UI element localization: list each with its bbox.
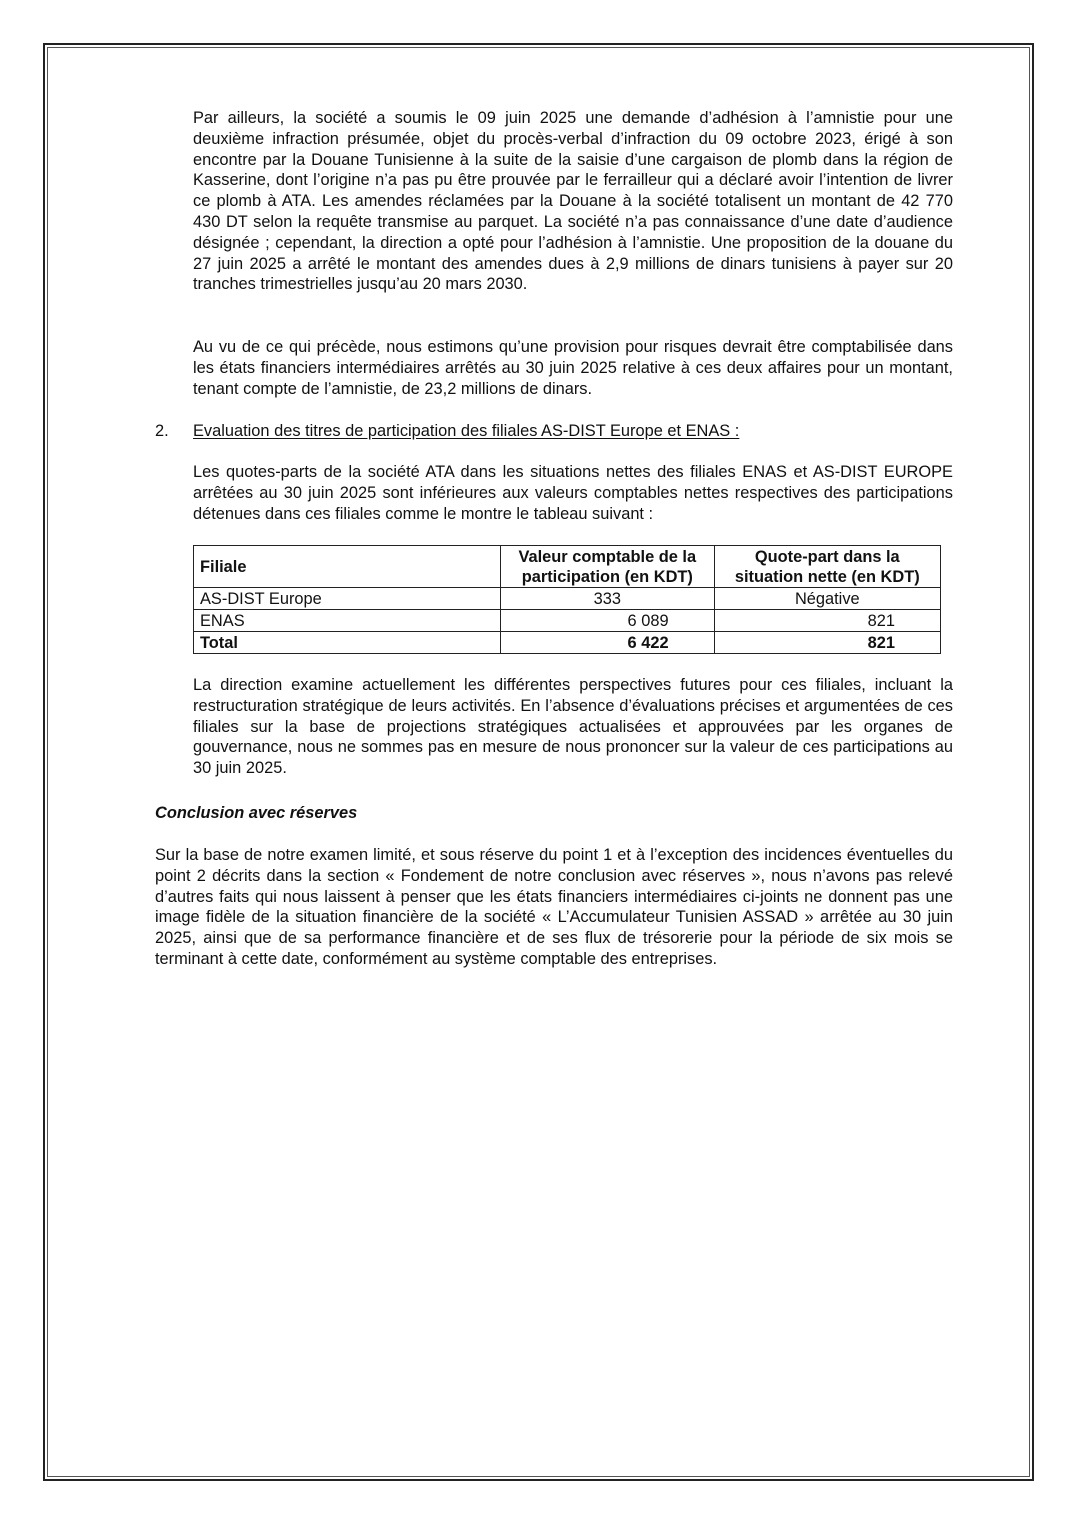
cell-filiale: ENAS	[194, 610, 501, 632]
paragraph-provision-estimate: Au vu de ce qui précède, nous estimons qu’une provision pour risques devrait être comptabilisée dans les états financiers intermédiaires arrêtés au 30 juin 2025 relative à ces deux affaires pour un montant, tenant compte de l’amnistie, de 23,2 millions de dinars.	[193, 338, 953, 398]
table-total-row	[194, 632, 941, 654]
cell-total-valeur: 6 422	[501, 632, 715, 654]
paragraph-quotes-parts: Les quotes-parts de la société ATA dans les situations nettes des filiales ENAS et AS-DIST EUROPE arrêtées au 30 juin 2025 sont inférieures aux valeurs comptables nettes respectives des participations détenues dans ces filiales comme le montre le tableau suivant :	[193, 463, 953, 523]
item-number: 2.	[155, 422, 169, 440]
header-filiale: Filiale	[194, 546, 501, 588]
table-row	[194, 588, 941, 610]
conclusion-heading: Conclusion avec réserves	[155, 804, 358, 822]
paragraph-amnesty-second-infraction: Par ailleurs, la société a soumis le 09 juin 2025 une demande d’adhésion à l’amnistie pour une deuxième infraction présumée, objet du procès-verbal d’infraction du 09 octobre 2023, érigé à son encontre par la Douane Tunisienne à la suite de la saisie d’une cargaison de plomb dans la région de Kasserine, dont l’origine n’a pas pu être prouvée par le ferrailleur qui a déclaré avoir l’intention de livrer ce plomb à ATA. Les amendes réclamées par la Douane à la société totalisent un montant de 42 770 430 DT selon la requête transmise au parquet. La société n’a pas connaissance d’une date d’audience désignée ; cependant, la direction a opté pour l’adhésion à l’amnistie. Une proposition de la douane du 27 juin 2025 a arrêté le montant des amendes dues à 2,9 millions de dinars tunisiens à payer sur 20 tranches trimestrielles jusqu’au 20 mars 2030.	[193, 109, 953, 294]
header-quote-line1: Quote-part dans la	[754, 547, 900, 566]
cell-filiale: AS-DIST Europe	[194, 588, 501, 610]
header-quote-part	[714, 546, 940, 588]
cell-valeur: 6 089	[501, 610, 715, 632]
header-quote-line2: situation nette (en KDT)	[734, 567, 920, 586]
header-valeur-comptable	[501, 546, 715, 588]
cell-quote-part: 821	[714, 610, 940, 632]
table-row	[194, 610, 941, 632]
participations-table	[193, 545, 941, 654]
item-title-evaluation: Evaluation des titres de participation des filiales AS-DIST Europe et ENAS :	[193, 422, 740, 440]
cell-total-quote-part: 821	[714, 632, 940, 654]
cell-quote-part: Négative	[714, 588, 940, 610]
header-valeur-line1: Valeur comptable de la	[518, 547, 697, 566]
header-valeur-line2: participation (en KDT)	[521, 567, 693, 586]
paragraph-direction-perspectives: La direction examine actuellement les différentes perspectives futures pour ces filiales, incluant la restructuration stratégique de leurs activités. En l’absence d’évaluations précises et argumentées de ces filiales sur la base de projections stratégiques actualisées et approuvées par les organes de gouvernance, nous ne sommes pas en mesure de nous prononcer sur la valeur de ces participations au 30 juin 2025.	[193, 676, 953, 778]
table-header-row	[194, 546, 941, 588]
cell-valeur: 333	[501, 588, 715, 610]
paragraph-conclusion: Sur la base de notre examen limité, et sous réserve du point 1 et à l’exception des incidences éventuelles du point 2 décrits dans la section « Fondement de notre conclusion avec réserves », nous n’avons pas relevé d’autres faits qui nous laissent à penser que les états financiers intermédiaires ci-joints ne donnent pas une image fidèle de la situation financière de la société « L’Accumulateur Tunisien ASSAD » arrêtée au 30 juin 2025, ainsi que de sa performance financière et de ses flux de trésorerie pour la période de six mois se terminant à cette date, conformément au système comptable des entreprises.	[155, 846, 953, 968]
cell-total-label: Total	[194, 632, 501, 654]
